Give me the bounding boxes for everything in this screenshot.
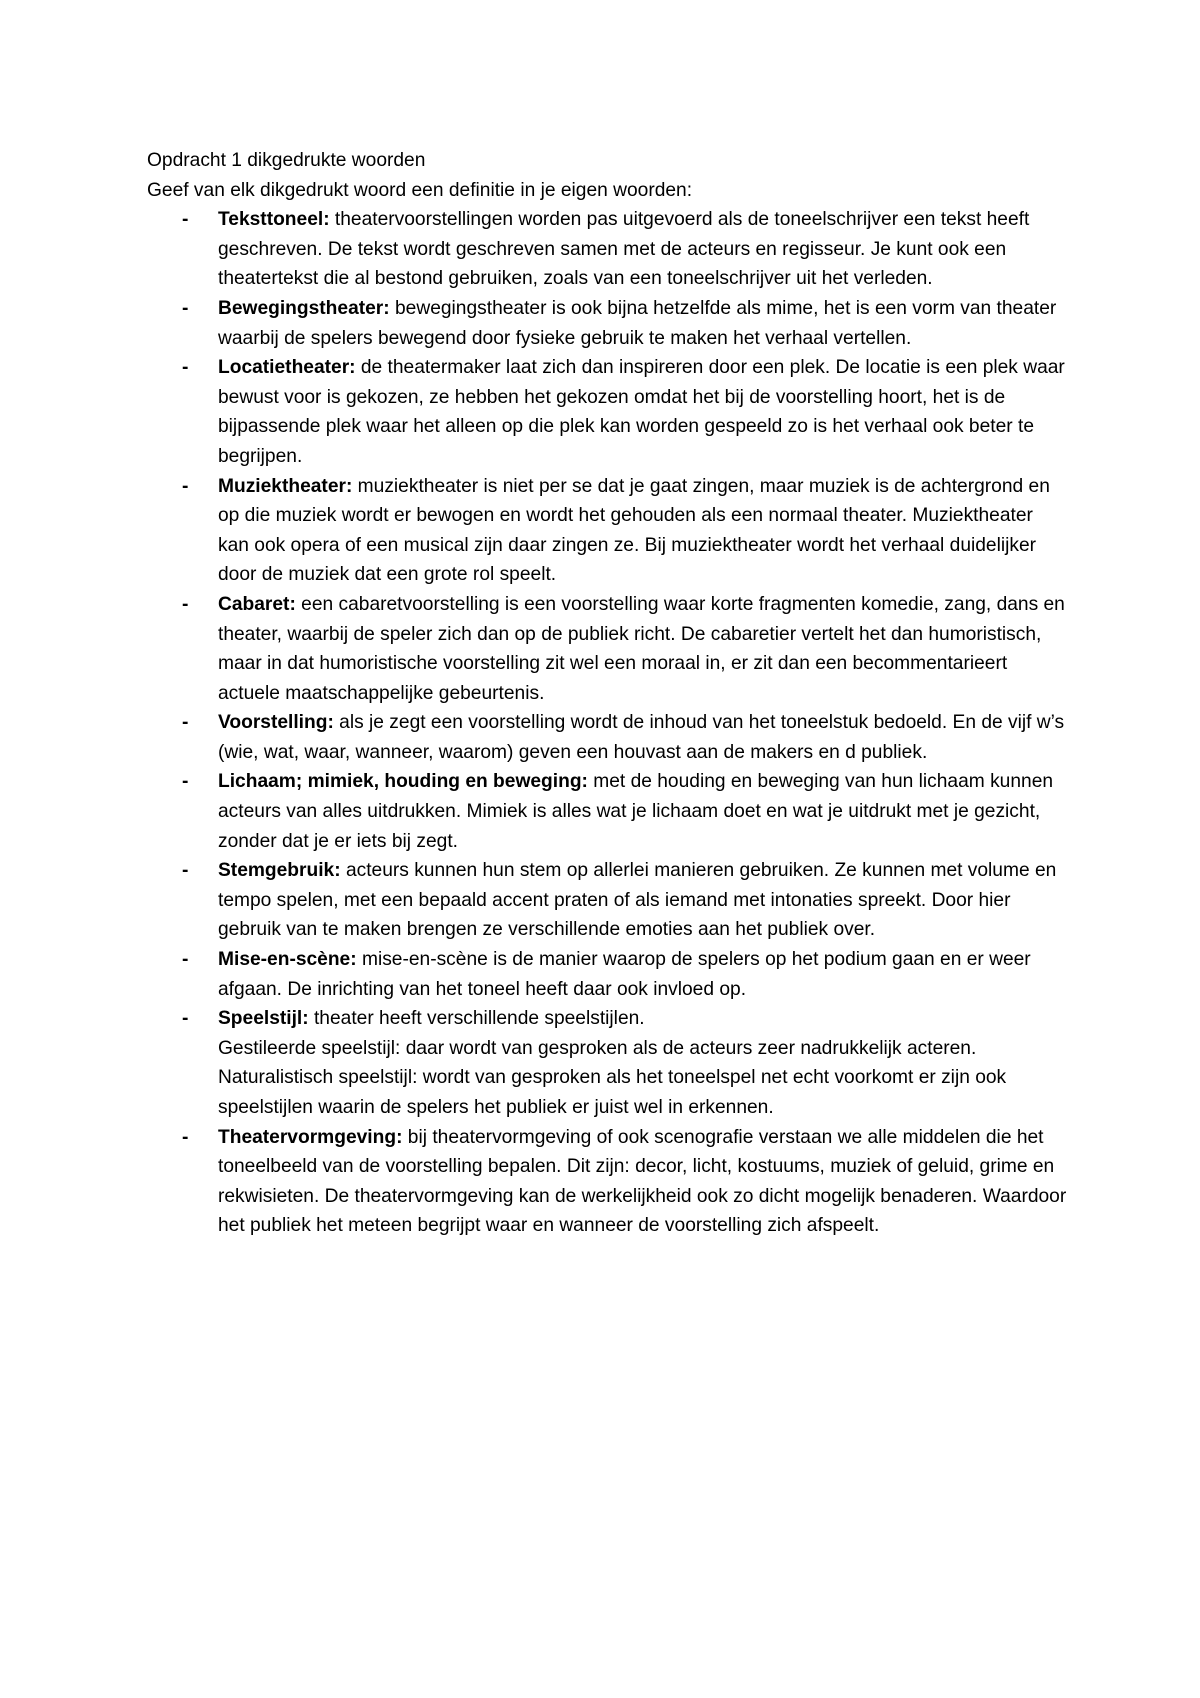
document-page [147,146,1067,1241]
definition-item-bewegingstheater [147,294,1067,353]
definition-text: muziektheater is niet per se dat je gaat zingen, maar muziek is de achtergrond en op die muziek wordt er bewogen en wordt het gehouden als een normaal theater. Muziektheater kan ook opera of een musical zijn daar zingen ze. Bij muziektheater wordt het verhaal duidelijker door de muziek dat een grote rol speelt. [218,475,1050,586]
definition-term: Muziektheater: [218,475,353,497]
bullet-dash: - [182,1126,189,1148]
speelstijl-naturalistisch: Naturalistisch speelstijl: wordt van gesproken als het toneelspel net echt voorkomt er zijn ook speelstijlen waarin de spelers het publiek er juist wel in erkennen. [218,1067,1007,1118]
bullet-dash: - [182,475,189,497]
bullet-dash: - [182,357,189,379]
definition-item-locatietheater [147,353,1067,471]
definition-term: Lichaam; mimiek, houding en beweging: [218,771,588,793]
bullet-dash: - [182,860,189,882]
definition-text: acteurs kunnen hun stem op allerlei manieren gebruiken. Ze kunnen met volume en tempo spelen, met een bepaald accent praten of als iemand met intonaties spreekt. Door hier gebruik van te maken brengen ze verschillende emoties aan het publiek over. [218,860,1057,941]
document-instruction: Geef van elk dikgedrukt woord een definitie in je eigen woorden: [147,179,693,201]
bullet-dash: - [182,297,189,319]
definition-item-cabaret [147,590,1067,708]
definition-list [147,205,1067,1241]
definition-term: Theatervormgeving: [218,1126,403,1148]
definition-text: mise-en-scène is de manier waarop de spelers op het podium gaan en er weer afgaan. De inrichting van het toneel heeft daar ook invloed op. [218,949,1031,1000]
bullet-dash: - [182,1008,189,1030]
bullet-dash: - [182,593,189,615]
definition-text: theater heeft verschillende speelstijlen. [308,1008,645,1030]
definition-term: Stemgebruik: [218,860,341,882]
definition-item-stemgebruik [147,856,1067,945]
definition-text: theatervoorstellingen worden pas uitgevoerd als de toneelschrijver een tekst heeft geschreven. De tekst wordt geschreven samen met de acteurs en regisseur. Je kunt ook een theatertekst die al bestond gebruiken, zoals van een toneelschrijver uit het verleden. [218,209,1030,290]
definition-term: Mise-en-scène: [218,949,357,971]
bullet-dash: - [182,712,189,734]
definition-text: met de houding en beweging van hun lichaam kunnen acteurs van alles uitdrukken. Mimiek is alles wat je lichaam doet en wat je uitdrukt met je gezicht, zonder dat je er iets bij zegt. [218,771,1054,852]
definition-text: de theatermaker laat zich dan inspireren door een plek. De locatie is een plek waar bewust voor is gekozen, ze hebben het gekozen omdat het bij de voorstelling hoort, het is de bijpassende plek waar het alleen op die plek kan worden gespeeld zo is het verhaal ook beter te begrijpen. [218,357,1065,467]
definition-term: Cabaret: [218,593,296,615]
definition-text: als je zegt een voorstelling wordt de inhoud van het toneelstuk bedoeld. En de vijf w’s (wie, wat, waar, wanneer, waarom) geven een houvast aan de makers en d publiek. [218,712,1065,763]
definition-item-speelstijl [147,1004,1067,1122]
definition-item-theatervormgeving [147,1123,1067,1241]
document-title: Opdracht 1 dikgedrukte woorden [147,150,426,171]
definition-item-teksttoneel [147,205,1067,294]
definition-item-mise-en-scene [147,945,1067,1004]
definition-item-muziektheater [147,472,1067,590]
bullet-dash: - [182,209,189,231]
definition-term: Bewegingstheater: [218,297,390,319]
definition-term: Speelstijl: [218,1008,309,1030]
definition-item-voorstelling [147,708,1067,767]
definition-term: Teksttoneel: [218,209,330,231]
definition-item-lichaam [147,767,1067,856]
definition-text: een cabaretvoorstelling is een voorstelling waar korte fragmenten komedie, zang, dans en theater, waarbij de speler zich dan op de publiek richt. De cabaretier vertelt het dan humoristisch, maar in dat humoristische voorstelling zit wel een moraal in, er zit dan een becommentarieert actuele maatschappelijke gebeurtenis. [218,593,1065,704]
definition-term: Locatietheater: [218,357,356,379]
speelstijl-gestileerd: Gestileerde speelstijl: daar wordt van gesproken als de acteurs zeer nadrukkelijk acteren. [218,1037,977,1059]
definition-text: bij theatervormgeving of ook scenografie verstaan we alle middelen die het toneelbeeld van de voorstelling bepalen. Dit zijn: decor, licht, kostuums, muziek of geluid, grime en rekwisieten. De theatervormgeving kan de werkelijkheid ook zo dicht mogelijk benaderen. Waardoor het publiek het meteen begrijpt waar en wanneer de voorstelling zich afspeelt. [218,1126,1067,1237]
bullet-dash: - [182,949,189,971]
bullet-dash: - [182,771,189,793]
definition-text: bewegingstheater is ook bijna hetzelfde als mime, het is een vorm van theater waarbij de spelers bewegend door fysieke gebruik te maken het verhaal vertellen. [218,297,1057,349]
definition-term: Voorstelling: [218,712,334,734]
